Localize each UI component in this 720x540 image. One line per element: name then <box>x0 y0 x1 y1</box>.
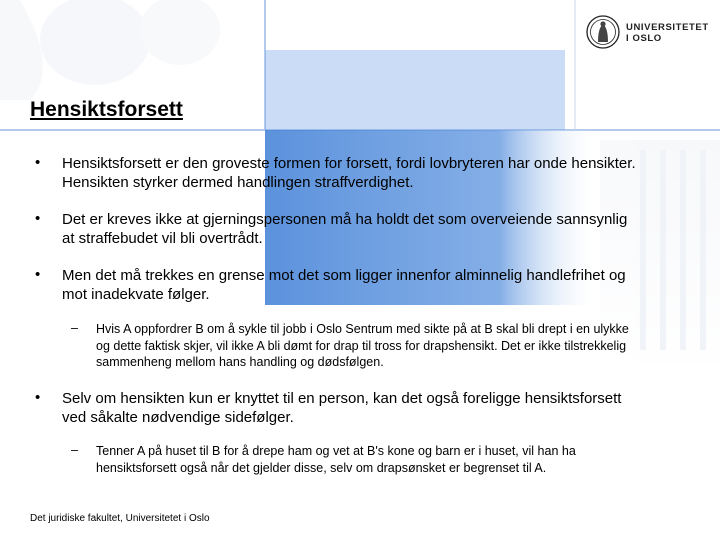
sub-bullet-marker: – <box>71 321 78 335</box>
bullet-marker: • <box>35 389 41 406</box>
sub-bullet-marker: – <box>71 443 78 457</box>
sub-bullet-text: Tenner A på huset til B for å drepe ham og vet at B's kone og barn er i huset, vil han ha hensiktsforsett også når det gjelder disse, selv om drapsønsket er begrenset til A. <box>96 444 576 475</box>
bullet-text: Det er kreves ikke at gjerningspersonen må ha holdt det som overveiende sannsynlig at straffebudet vil bli overtrådt. <box>62 211 628 247</box>
slide-footer: Det juridiske fakultet, Universitetet i Oslo <box>30 513 210 524</box>
statue-watermark <box>0 0 220 100</box>
logo-line-2: I OSLO <box>626 33 662 44</box>
logo-text <box>626 22 709 44</box>
bullet-marker: • <box>35 266 41 283</box>
bullet-text: Hensiktsforsett er den groveste formen for forsett, fordi lovbryteren har onde hensikter. Hensikten styrker dermed handlingen straffverdighet. <box>62 155 636 191</box>
bullet-marker: • <box>35 154 41 171</box>
university-logo <box>586 14 709 50</box>
bullet-marker: • <box>35 210 41 227</box>
blue-block-top <box>265 50 565 130</box>
logo-line-1: UNIVERSITETET <box>626 22 709 33</box>
bullet-text: Men det må trekkes en grense mot det som ligger innenfor alminnelig handlefrihet og mot inadekvate følger. <box>62 267 626 303</box>
slide-title: Hensiktsforsett <box>30 98 183 121</box>
university-seal-icon <box>586 14 620 50</box>
bullet-text: Selv om hensikten kun er knyttet til en person, kan det også foreligge hensiktsforsett ved såkalte nødvendige sidefølger. <box>62 390 622 426</box>
sub-bullet-text: Hvis A oppfordrer B om å sykle til jobb i Oslo Sentrum med sikte på at B skal bli drept i en ulykke og dette faktisk skjer, vil ikke A bli dømt for drap til tross for drapshensikt. Det er ikke tilstrekkelig sammenheng mellom hans handling og dødsfølgen. <box>96 322 629 369</box>
